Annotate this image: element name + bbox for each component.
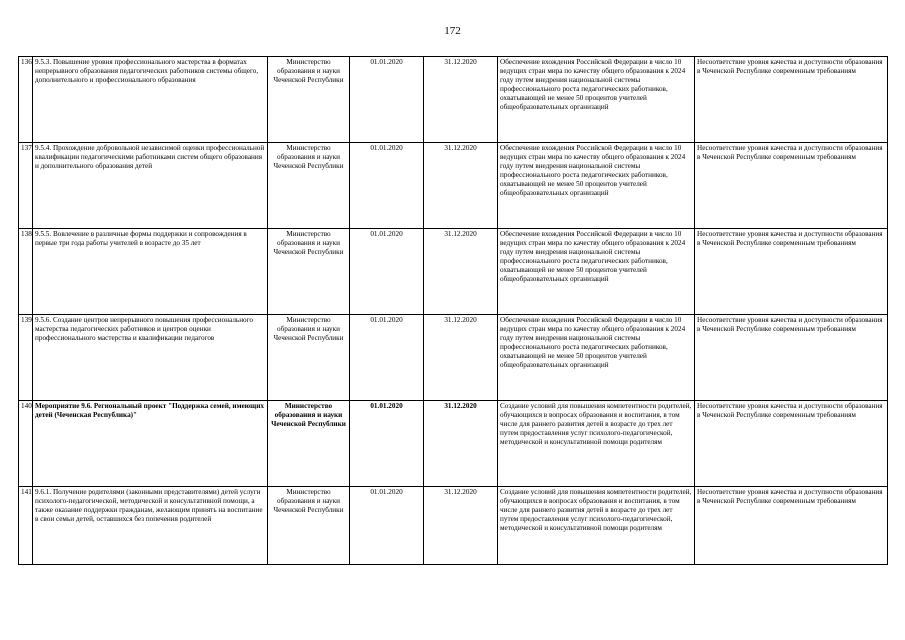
expected-result: Обеспечение вхождения Российской Федерации в число 10 ведущих стран мира по качеству общего образования к 2024 году путем внедрения национальной системы профессионального роста педагогических работников, охватывающей не менее 50 процентов учителей общеобразовательных организаций — [498, 229, 695, 315]
responsible-executor: Министерство образования и науки Чеченской Республики — [268, 315, 350, 401]
table-row — [19, 143, 888, 229]
measure-name: 9.5.5. Вовлечение в различные формы поддержки и сопровождения в первые три года работы учителей в возрасте до 35 лет — [33, 229, 268, 315]
measure-name: 9.5.3. Повышение уровня профессионального мастерства в форматах непрерывного образования педагогических работников системы общего, дополнительного и профессионального образования — [33, 57, 268, 143]
expected-result: Обеспечение вхождения Российской Федерации в число 10 ведущих стран мира по качеству общего образования к 2024 году путем внедрения национальной системы профессионального роста педагогических работников, охватывающей не менее 50 процентов учителей общеобразовательных организаций — [498, 315, 695, 401]
responsible-executor: Министерство образования и науки Чеченской Республики — [268, 229, 350, 315]
start-date: 01.01.2020 — [350, 315, 424, 401]
end-date: 31.12.2020 — [424, 487, 498, 565]
risk-description: Несоответствие уровня качества и доступности образования в Чеченской Республике современным требованиям — [695, 487, 888, 565]
expected-result: Создание условий для повышения компетентности родителей, обучающихся в вопросах образования и воспитания, в том числе для раннего развития детей в возрасте до трех лет путем предоставления услуг психолого-педагогической, методической и консультативной помощи родителям — [498, 401, 695, 487]
row-number: 138 — [19, 229, 33, 315]
responsible-executor: Министерство образования и науки Чеченской Республики — [268, 57, 350, 143]
end-date: 31.12.2020 — [424, 57, 498, 143]
start-date: 01.01.2020 — [350, 229, 424, 315]
measure-name: 9.5.4. Прохождение добровольной независимой оценки профессиональной квалификации педагогическими работниками систем общего образования и дополнительного образования детей — [33, 143, 268, 229]
measure-name: 9.5.6. Создание центров непрерывного повышения профессионального мастерства педагогических работников и центров оценки профессионального мастерства и квалификации педагогов — [33, 315, 268, 401]
risk-description: Несоответствие уровня качества и доступности образования в Чеченской Республике современным требованиям — [695, 315, 888, 401]
page-number: 172 — [444, 25, 461, 37]
measure-name: Мероприятие 9.6. Региональный проект "Поддержка семей, имеющих детей (Чеченская Республика)" — [33, 401, 268, 487]
start-date: 01.01.2020 — [350, 487, 424, 565]
row-number: 140 — [19, 401, 33, 487]
start-date: 01.01.2020 — [350, 57, 424, 143]
start-date: 01.01.2020 — [350, 401, 424, 487]
risk-description: Несоответствие уровня качества и доступности образования в Чеченской Республике современным требованиям — [695, 143, 888, 229]
row-number: 136 — [19, 57, 33, 143]
table-row — [19, 315, 888, 401]
risk-description: Несоответствие уровня качества и доступности образования в Чеченской Республике современным требованиям — [695, 229, 888, 315]
expected-result: Обеспечение вхождения Российской Федерации в число 10 ведущих стран мира по качеству общего образования к 2024 году путем внедрения национальной системы профессионального роста педагогических работников, охватывающей не менее 50 процентов учителей общеобразовательных организаций — [498, 143, 695, 229]
row-number: 139 — [19, 315, 33, 401]
end-date: 31.12.2020 — [424, 315, 498, 401]
expected-result: Обеспечение вхождения Российской Федерации в число 10 ведущих стран мира по качеству общего образования к 2024 году путем внедрения национальной системы профессионального роста педагогических работников, охватывающей не менее 50 процентов учителей общеобразовательных организаций — [498, 57, 695, 143]
table-row — [19, 57, 888, 143]
expected-result: Создание условий для повышения компетентности родителей, обучающихся в вопросах образования и воспитания, в том числе для раннего развития детей в возрасте до трех лет путем предоставления услуг психолого-педагогической, методической и консультативной помощи родителям — [498, 487, 695, 565]
responsible-executor: Министерство образования и науки Чеченской Республики — [268, 401, 350, 487]
table-row — [19, 229, 888, 315]
measure-name: 9.6.1. Получение родителями (законными представителями) детей услуги психолого-педагогической, методической и консультативной помощи, а также оказание поддержки гражданам, желающим принять на воспитание в свои семьи детей, оставшихся без попечения родителей — [33, 487, 268, 565]
risk-description: Несоответствие уровня качества и доступности образования в Чеченской Республике современным требованиям — [695, 401, 888, 487]
measures-table — [18, 56, 888, 565]
end-date: 31.12.2020 — [424, 229, 498, 315]
row-number: 141 — [19, 487, 33, 565]
start-date: 01.01.2020 — [350, 143, 424, 229]
table-row — [19, 401, 888, 487]
end-date: 31.12.2020 — [424, 143, 498, 229]
responsible-executor: Министерство образования и науки Чеченской Республики — [268, 143, 350, 229]
end-date: 31.12.2020 — [424, 401, 498, 487]
table-row — [19, 487, 888, 565]
risk-description: Несоответствие уровня качества и доступности образования в Чеченской Республике современным требованиям — [695, 57, 888, 143]
responsible-executor: Министерство образования и науки Чеченской Республики — [268, 487, 350, 565]
row-number: 137 — [19, 143, 33, 229]
